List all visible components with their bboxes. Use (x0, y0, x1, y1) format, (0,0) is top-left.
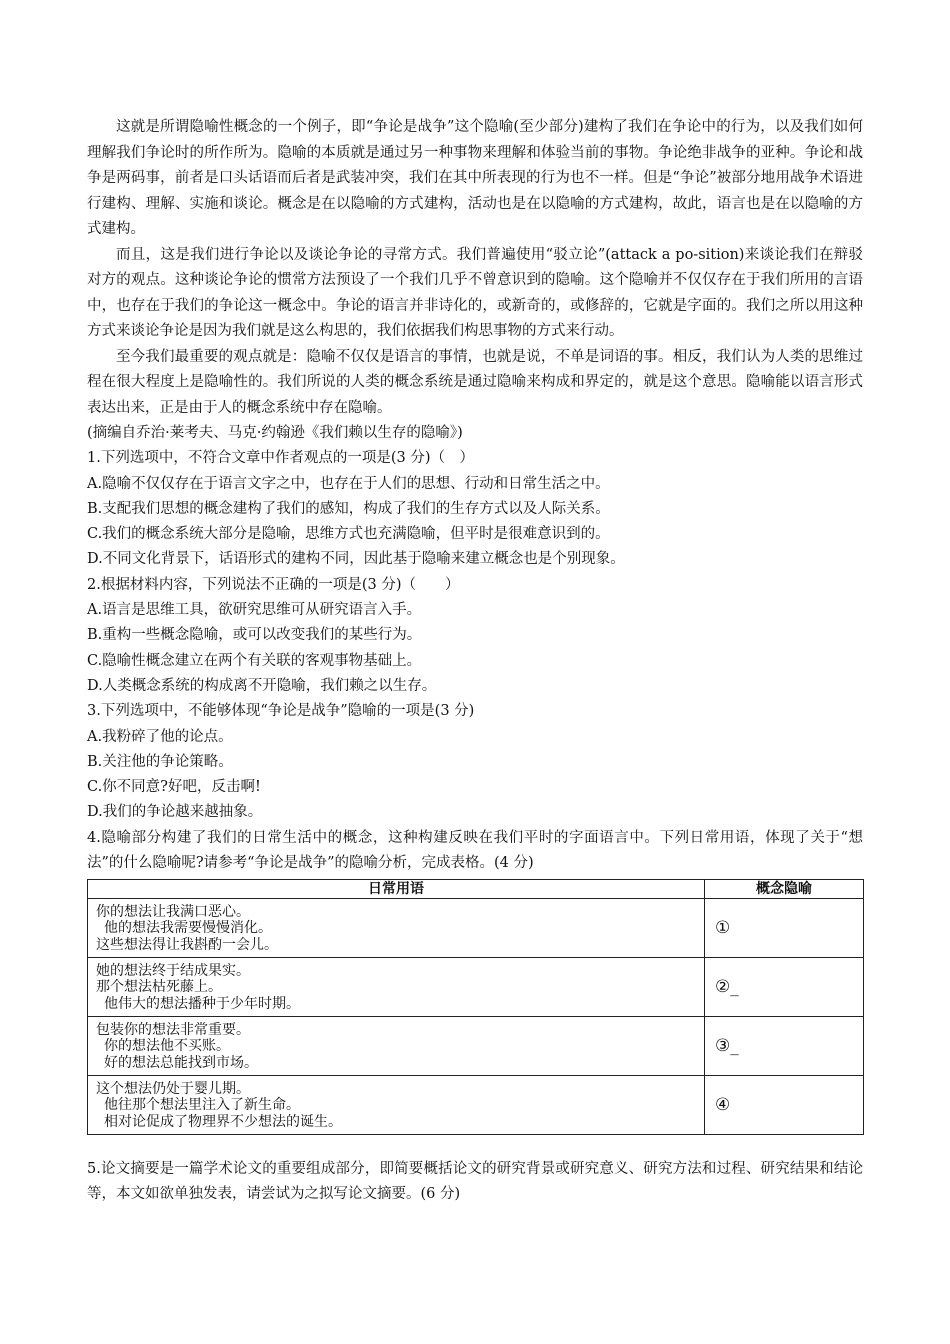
table-row (88, 898, 864, 957)
question-2-option-c: C.隐喻性概念建立在两个有关联的客观事物基础上。 (87, 652, 422, 669)
question-1-option-b: B.支配我们思想的概念建构了我们的感知，构成了我们的生存方式以及人际关系。 (87, 500, 610, 517)
usage-line: 她的想法终于结成果实。 (96, 962, 250, 979)
usage-cell (88, 898, 705, 957)
usage-line: 他伟大的想法播种于少年时期。 (104, 995, 300, 1012)
usage-cell (88, 1016, 705, 1075)
usage-line: 好的想法总能找到市场。 (104, 1054, 258, 1071)
metaphor-answer-cell[interactable]: ① (705, 898, 864, 957)
question-1-option-a: A.隐喻不仅仅存在于语言文字之中，也存在于人们的思想、行动和日常生活之中。 (87, 475, 610, 492)
question-3-option-a: A.我粉碎了他的论点。 (87, 728, 233, 745)
question-1 (87, 446, 863, 572)
usage-line: 相对论促成了物理界不少想法的诞生。 (104, 1113, 342, 1130)
usage-line: 他往那个想法里注入了新生命。 (104, 1097, 300, 1113)
usage-line: 他的想法我需要慢慢消化。 (104, 920, 272, 936)
usage-cell (88, 1075, 705, 1134)
question-2-option-d: D.人类概念系统的构成离不开隐喻，我们赖之以生存。 (87, 677, 437, 694)
question-1-stem: 1.下列选项中，不符合文章中作者观点的一项是(3 分)（ ） (87, 450, 474, 467)
metaphor-answer-cell[interactable]: ③_ (705, 1016, 864, 1075)
passage-source: (摘编自乔治·莱考夫、马克·约翰逊《我们赖以生存的隐喻》) (87, 425, 463, 441)
usage-cell (88, 957, 705, 1016)
question-2-option-b: B.重构一些概念隐喻，或可以改变我们的某些行为。 (87, 627, 422, 644)
passage-paragraph-2: 而且，这是我们进行争论以及谈论争论的寻常方式。我们普遍使用“驳立论”(attack a po-sition)来谈论我们在辩驳对方的观点。这种谈论争论的惯常方法预设了一个我们几乎不曾意识到的隐喻。这个隐喻并不仅仅存在于我们所用的言语中，也存在于我们的争论这一概念中。争论的语言并非诗化的，或新奇的，或修辞的，它就是字面的。我们之所以用这种方式来谈论争论是因为我们就是这么构思的，我们依据我们构思事物的方式来行动。 (87, 246, 863, 339)
question-1-option-c: C.我们的概念系统大部分是隐喻，思维方式也充满隐喻，但平时是很难意识到的。 (87, 526, 610, 543)
metaphor-answer-cell[interactable]: ②_ (705, 957, 864, 1016)
metaphor-table (87, 879, 864, 1135)
usage-line: 这些想法得让我斟酌一会儿。 (96, 936, 278, 953)
question-1-option-d: D.不同文化背景下，话语形式的建构不同，因此基于隐喻来建立概念也是个别现象。 (87, 551, 625, 568)
question-3-stem: 3.下列选项中，不能够体现“争论是战争”隐喻的一项是(3 分) (87, 703, 475, 720)
passage-paragraph-3: 至今我们最重要的观点就是：隐喻不仅仅是语言的事情，也就是说，不单是词语的事。相反，我们认为人类的思维过程在很大程度上是隐喻性的。我们所说的人类的概念系统是通过隐喻来构成和界定的，就是这个意思。隐喻能以语言形式表达出来，正是由于人的概念系统中存在隐喻。 (87, 348, 863, 416)
table-row (88, 957, 864, 1016)
usage-line: 这个想法仍处于婴儿期。 (96, 1080, 250, 1097)
question-3-option-d: D.我们的争论越来越抽象。 (87, 804, 263, 821)
usage-line: 那个想法枯死藤上。 (96, 979, 222, 995)
question-2 (87, 573, 863, 699)
usage-line: 你的想法他不买账。 (104, 1038, 230, 1054)
table-row (88, 1016, 864, 1075)
table-header-row (88, 879, 864, 898)
question-5-stem: 5.论文摘要是一篇学术论文的重要组成部分，即简要概括论文的研究背景或研究意义、研究方法和过程、研究结果和结论等，本文如欲单独发表，请尝试为之拟写论文摘要。(6 分) (87, 1160, 863, 1203)
metaphor-answer-cell[interactable]: ④ (705, 1075, 864, 1134)
question-4-stem: 4.隐喻部分构建了我们的日常生活中的概念，这种构建反映在我们平时的字面语言中。下列日常用语，体现了关于“想法”的什么隐喻呢?请参考“争论是战争”的隐喻分析，完成表格。(4 分) (87, 829, 863, 872)
usage-line: 包装你的想法非常重要。 (96, 1021, 250, 1038)
usage-line: 你的想法让我满口恶心。 (96, 903, 250, 920)
question-3 (87, 699, 863, 825)
question-4 (87, 826, 863, 1135)
question-2-option-a: A.语言是思维工具，欲研究思维可从研究语言入手。 (87, 602, 422, 619)
passage-paragraph-1: 这就是所谓隐喻性概念的一个例子，即“争论是战争”这个隐喻(至少部分)建构了我们在争论中的行为，以及我们如何理解我们争论时的所作所为。隐喻的本质就是通过另一种事物来理解和体验当前的事物。争论绝非战争的亚种。争论和战争是两码事，前者是口头话语而后者是武装冲突，我们在其中所表现的行为也不一样。但是“争论”被部分地用战争术语进行建构、理解、实施和谈论。概念是在以隐喻的方式建构，活动也是在以隐喻的方式建构，故此，语言也是在以隐喻的方式建构。 (87, 119, 863, 237)
table-row (88, 1075, 864, 1134)
question-2-stem: 2.根据材料内容，下列说法不正确的一项是(3 分)（ ） (87, 576, 460, 593)
question-3-option-c: C.你不同意?好吧，反击啊! (87, 779, 261, 796)
question-3-option-b: B.关注他的争论策略。 (87, 753, 233, 770)
table-header-metaphor: 概念隐喻 (705, 879, 864, 898)
table-header-usage: 日常用语 (88, 879, 705, 898)
document-page (87, 115, 863, 1208)
